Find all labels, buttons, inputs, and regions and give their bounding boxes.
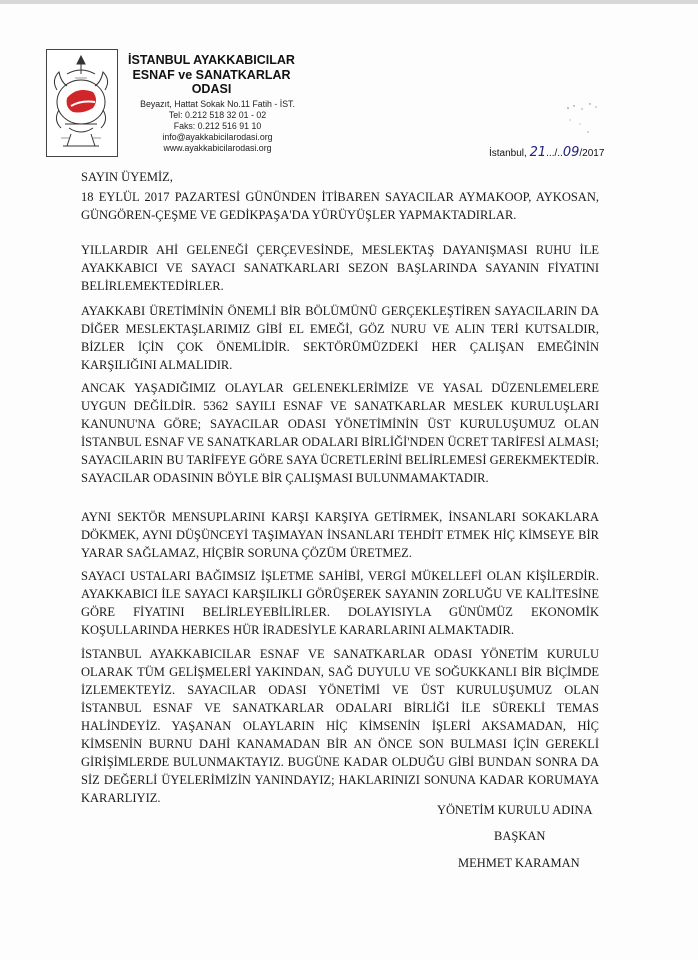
telephone-line: Tel: 0.212 518 32 01 - 02 [168, 109, 267, 120]
greeting: SAYIN ÜYEMİZ, [81, 170, 173, 184]
email-line: info@ayakkabicilarodasi.org [162, 131, 273, 142]
website-line: www.ayakkabicilarodasi.org [163, 142, 272, 153]
date-prefix: İstanbul, [489, 148, 530, 159]
signature-board-line: YÖNETİM KURULU ADINA [437, 803, 593, 817]
page-top-edge [0, 0, 698, 4]
date-separator: ... [546, 148, 555, 159]
chamber-emblem-logo [46, 49, 118, 157]
paragraph: İSTANBUL AYAKKABICILAR ESNAF VE SANATKARLAR ODASI YÖNETİM KURULU OLARAK TÜM GELİŞMELERİ YAKINDAN, SAĞ DUYULU VE SOĞUKKANLI BİR BİÇİMDE İZLEMEKTEYİZ. SAYACILAR ODASI YÖNETİMİ VE ÜST KURULUŞUMUZ OLAN İSTANBUL ESNAF VE SANATKARLAR ODALARI BİRLİĞİ İLE SÜREKLİ TEMAS HALİNDEYİZ. YAŞANAN OLAYLARIN HİÇ KİMSENİN İŞLERİ AKSAMADAN, HİÇ KİMSENİN BURNU DAHİ KANAMADAN BİR AN ÖNCE SON BULMASI İÇİN GEREKLİ GİRİŞİMLERDE BULUNMAKTAYIZ. BUGÜNE KADAR OLDUĞU GİBİ BUNDAN SONRA DA SİZ DEĞERLİ ÜYELERİMİZİN YANINDAYIZ; HAKLARINIZI SONUNA KADAR KORUMAYA KARARLIYIZ. [81, 647, 599, 805]
paragraph: AYAKKABI ÜRETİMİNİN ÖNEMLİ BİR BÖLÜMÜNÜ GERÇEKLEŞTİREN SAYACILARIN DA DİĞER MESLEKTAŞLARIMIZ GİBİ EL EMEĞİ, GÖZ NURU VE ALIN TERİ KUTSALDIR, BİZLER İÇİN ÇOK ÖNEMLİDİR. SEKTÖRÜMÜZDEKİ HER ÇALIŞAN EMEĞİNİN KARŞILIĞINI ALMALIDIR. [81, 304, 599, 372]
paragraph: ANCAK YAŞADIĞIMIZ OLAYLAR GELENEKLERİMİZE VE YASAL DÜZENLEMELERE UYGUN DEĞİLDİR. 5362 SAYILI ESNAF VE SANATKARLAR MESLEK KURULUŞLARI KANUNU'NA GÖRE; SAYACILAR ODASI YÖNETİMİNİN ÜST KURULUŞUMUZ OLAN İSTANBUL ESNAF VE SANATKARLAR ODALARI BİRLİĞİ'NDEN ÜCRET TARİFESİ ALMASI; SAYACILARIN BU TARİFEYE GÖRE SAYA ÜCRETLERİNİ BELİRLEMESİ GEREKMEKTEDİR. SAYACILAR ODASININ BÖYLE BİR ÇALIŞMASI BULUNMAMAKTADIR. [81, 381, 599, 485]
paragraph: SAYACI USTALARI BAĞIMSIZ İŞLETME SAHİBİ, VERGİ MÜKELLEFİ OLAN KİŞİLERDİR. AYAKKABICI İLE SAYACI KARŞILIKLI GÖRÜŞEREK SAYANIN ZORLUĞU VE KALİTESİNE GÖRE FİYATINI BELİRLEYEBİLİRLER. DOLAYISIYLA GÜNÜMÜZ EKONOMİK KOŞULLARINDA HERKES HÜR İRADESİYLE KARARLARINI ALMAKTADIR. [81, 569, 599, 637]
paragraph: 18 EYLÜL 2017 PAZARTESİ GÜNÜNDEN İTİBAREN SAYACILAR AYMAKOOP, AYKOSAN, GÜNGÖREN-ÇEŞME VE GEDİKPAŞA'DA YÜRÜYÜŞLER YAPMAKTADIRLAR. [81, 190, 599, 222]
date-month: 09 [562, 145, 580, 160]
organization-name-line: ODASI [191, 82, 232, 96]
scan-speckles [560, 100, 620, 140]
address-line: Beyazıt, Hattat Sokak No.11 Fatih - İST. [140, 98, 295, 109]
emblem-graphic [47, 50, 116, 155]
date-separator: / [579, 148, 583, 159]
organization-name-line: İSTANBUL AYAKKABICILAR [128, 53, 295, 67]
signature-title: BAŞKAN [494, 829, 546, 843]
organization-name-line: ESNAF ve SANATKARLAR [132, 67, 291, 82]
document-date [489, 145, 604, 160]
organization-name [124, 53, 299, 97]
date-day: 21 [529, 145, 547, 160]
date-year: 2017 [582, 148, 605, 159]
paragraph: AYNI SEKTÖR MENSUPLARINI KARŞI KARŞIYA GETİRMEK, İNSANLARI SOKAKLARA DÖKMEK, AYNI DÜŞÜNCEYİ TAŞIMAYAN İNSANLARI TEHDİT ETMEK HİÇ KİMSEYE BİR YARAR SAĞLAMAZ, HİÇBİR SORUNA ÇÖZÜM ÜRETMEZ. [81, 510, 599, 560]
paragraph: YILLARDIR AHİ GELENEĞİ ÇERÇEVESİNDE, MESLEKTAŞ DAYANIŞMASI RUHU İLE AYAKKABICI VE SAYACI SANATKARLARI SEZON BAŞLARINDA SAYANIN FİYATINI BELİRLEMEKTEDİRLER. [81, 243, 599, 293]
organization-contact-block [124, 99, 299, 154]
fax-line: Faks: 0.212 516 91 10 [173, 120, 262, 131]
date-separator: /.. [554, 148, 563, 159]
signatory-name: MEHMET KARAMAN [458, 856, 580, 870]
organization-header [124, 53, 299, 154]
